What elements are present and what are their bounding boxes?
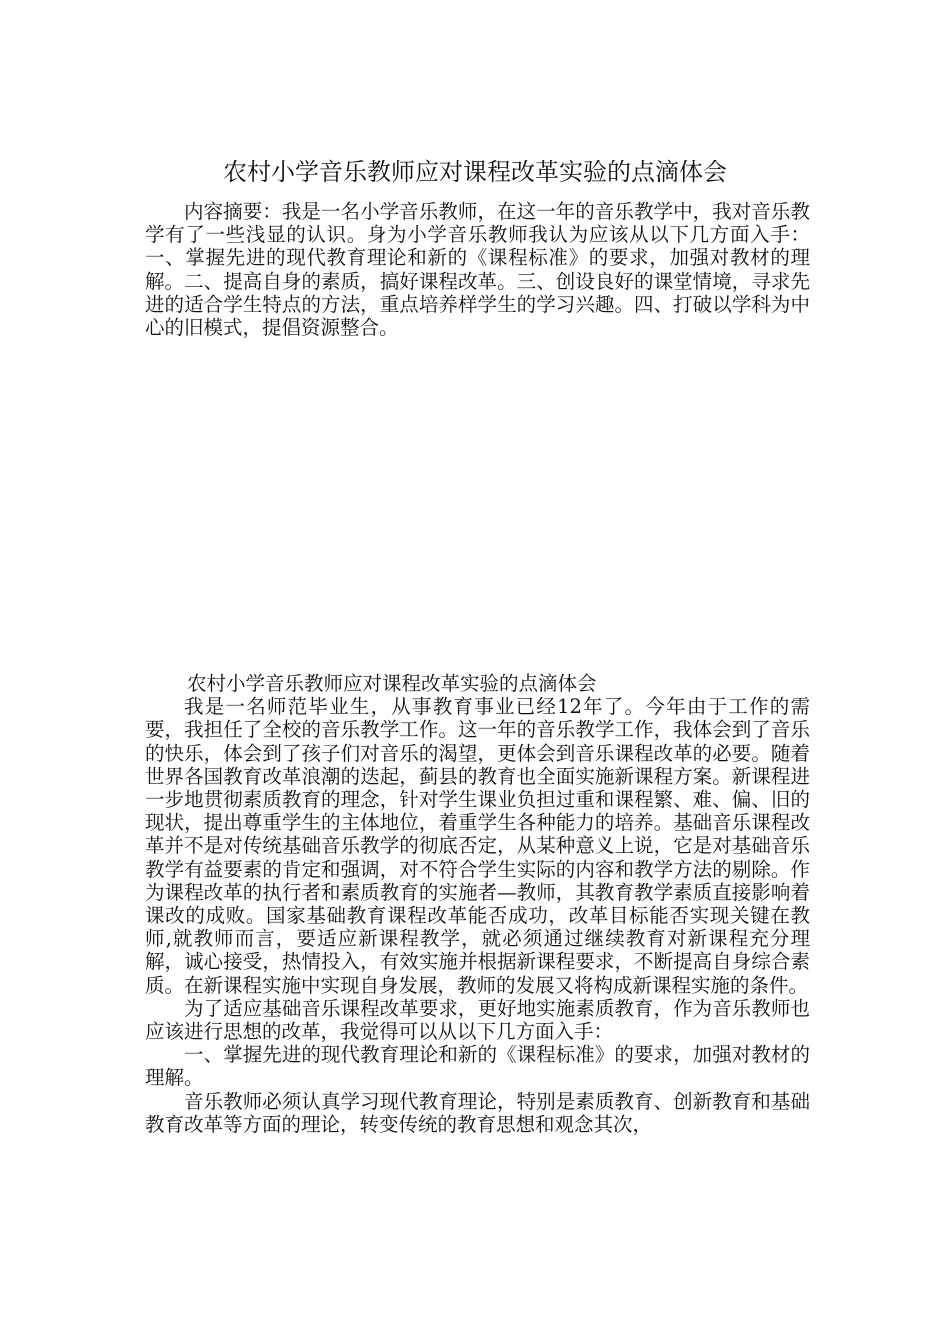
abstract-text: 内容摘要：我是一名小学音乐教师，在这一年的音乐教学中，我对音乐教学有了一些浅显的认识。身为小学音乐教师我认为应该从以下几方面入手：一、掌握先进的现代教育理论和新的《课程标准》的要求，加强对教材的理解。二、提高自身的素质，搞好课程改革。三、创设良好的课堂情境，寻求先进的适合学生特点的方法，重点培养样学生的学习兴趣。四、打破以学科为中心的旧模式，提倡资源整合。 <box>145 200 810 340</box>
body-title: 农村小学音乐教师应对课程改革实验的点滴体会 <box>187 672 597 695</box>
body-paragraph: 音乐教师必须认真学习现代教育理论，特别是素质教育、创新教育和基础教育改革等方面的理论，转变传统的教育思想和观念其次， <box>145 1089 810 1136</box>
abstract-section <box>145 200 810 339</box>
body-section <box>145 672 810 1136</box>
document-title: 农村小学音乐教师应对课程改革实验的点滴体会 <box>223 158 727 186</box>
body-paragraph: 为了适应基础音乐课程改革要求，更好地实施素质教育，作为音乐教师也应该进行思想的改革，我觉得可以从以下几方面入手： <box>145 996 810 1044</box>
body-paragraph: 我是一名师范毕业生，从事教育事业已经12年了。今年由于工作的需要，我担任了全校的音乐教学工作。这一年的音乐教学工作，我体会到了音乐的快乐，体会到了孩子们对音乐的渴望，更体会到音乐课程改革的必要。随着世界各国教育改革浪潮的迭起，蓟县的教育也全面实施新课程方案。新课程进一步地贯彻素质教育的理念，针对学生课业负担过重和课程繁、难、偏、旧的现状，提出尊重学生的主体地位，着重学生各种能力的培养。基础音乐课程改革并不是对传统基础音乐教学的彻底否定，从某种意义上说，它是对基础音乐教学有益要素的肯定和强调，对不符合学生实际的内容和教学方法的剔除。作为课程改革的执行者和素质教育的实施者—教师，其教育教学素质直接影响着课改的成败。国家基础教育课程改革能否成功，改革目标能否实现关键在教师,就教师而言，要适应新课程教学，就必须通过继续教育对新课程充分理解，诚心接受，热情投入，有效实施并根据新课程要求，不断提高自身综合素质。在新课程实施中实现自身发展，教师的发展又将构成新课程实施的条件。 <box>145 695 810 997</box>
section-heading: 一、掌握先进的现代教育理论和新的《课程标准》的要求，加强对教材的理解。 <box>145 1043 810 1090</box>
